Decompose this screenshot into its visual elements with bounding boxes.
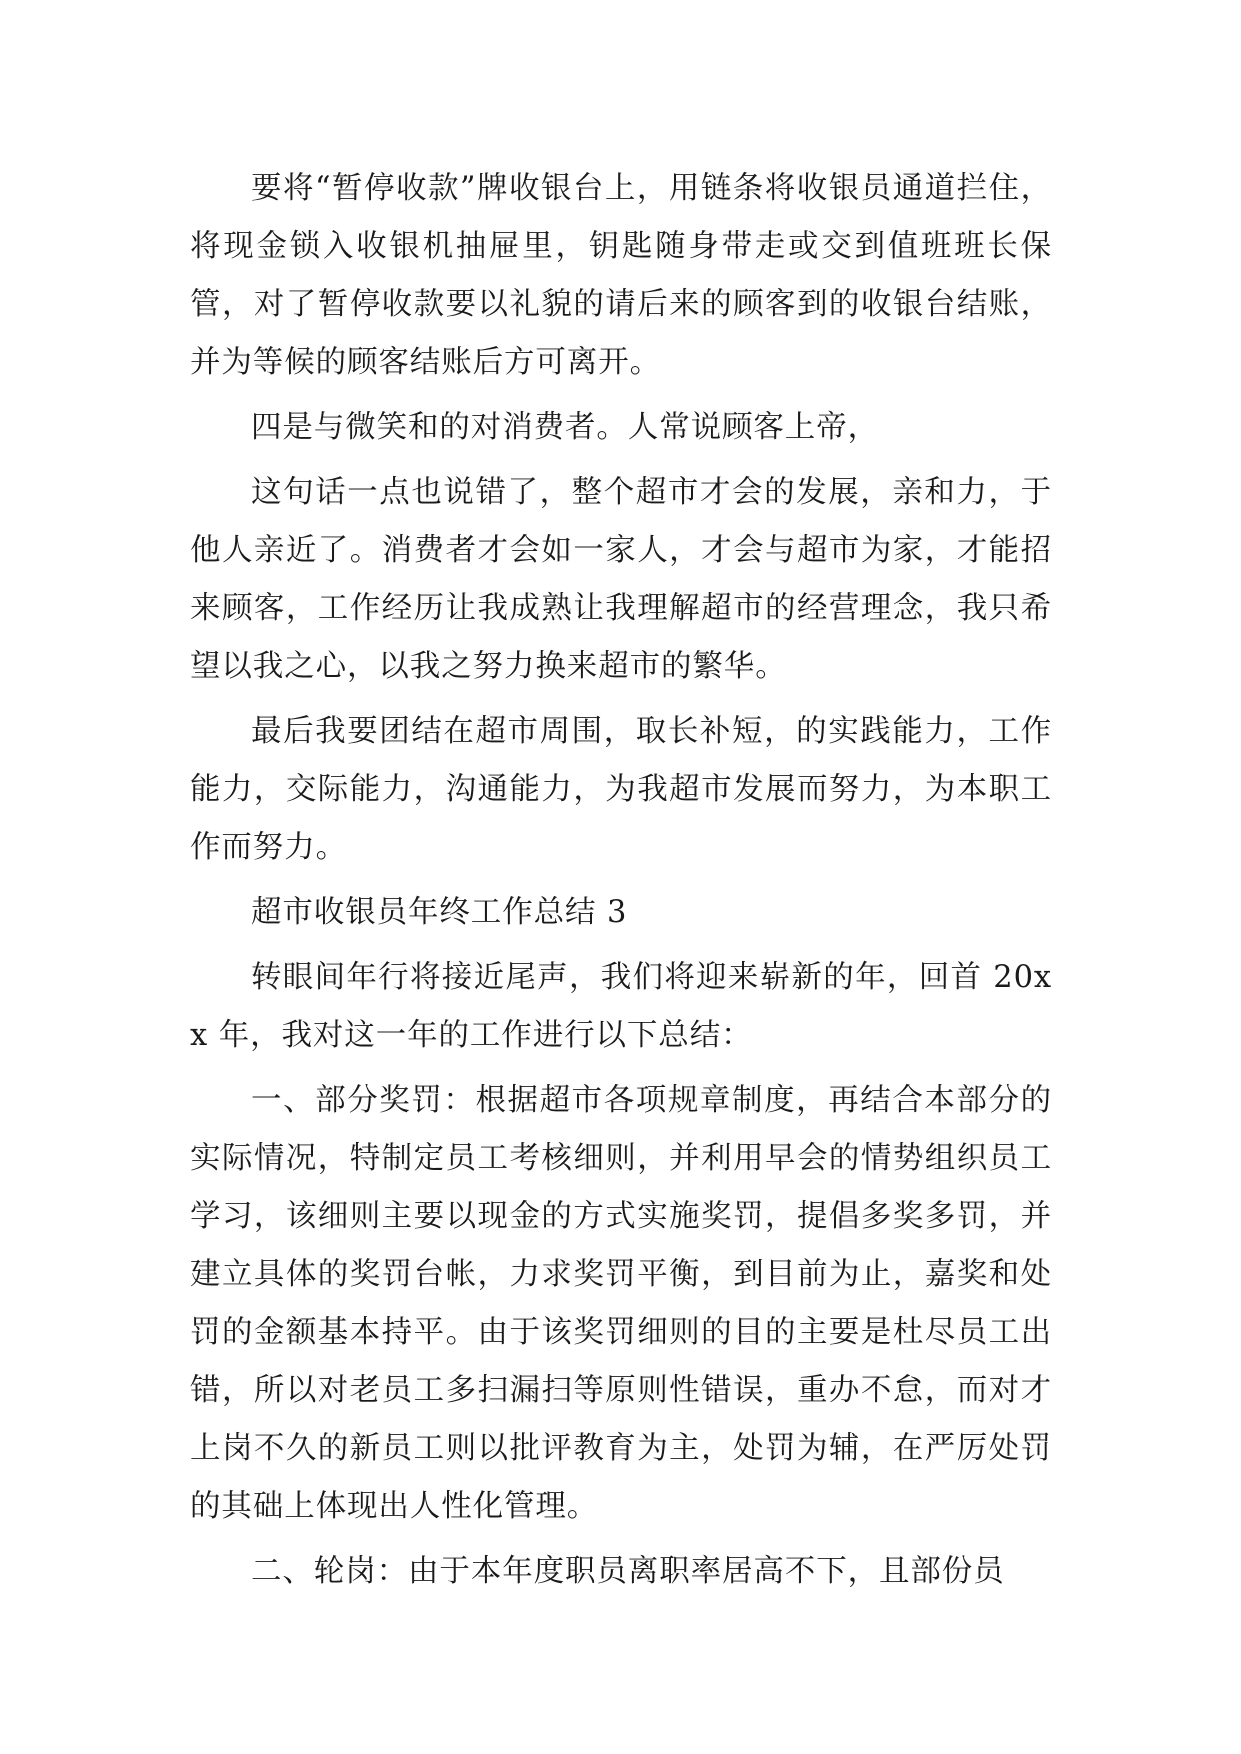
paragraph-closing-procedure: 要将“暂停收款”牌收银台上，用链条将收银员通道拦住，将现金锁入收银机抽屉里，钥匙随身带走或交到值班班长保管，对了暂停收款要以礼貌的请后来的顾客到的收银台结账，并为等候的顾客结账后方可离开。 (190, 171, 1052, 380)
paragraph-point-four: 四是与微笑和的对消费者。人常说顾客上帝， (251, 410, 879, 445)
paragraph-teamwork: 最后我要团结在超市周围，取长补短，的实践能力，工作能力，交际能力，沟通能力，为我超市发展而努力，为本职工作而努力。 (190, 714, 1052, 865)
paragraph-rotation: 二、轮岗：由于本年度职员离职率居高不下，且部份员 (251, 1554, 1005, 1589)
paragraph-year-intro: 转眼间年行将接近尾声，我们将迎来崭新的年，回首 20xx 年，我对这一年的工作进行以下总结： (190, 960, 1052, 1053)
paragraph-customer-relations: 这句话一点也说错了，整个超市才会的发展，亲和力，于他人亲近了。消费者才会如一家人，才会与超市为家，才能招来顾客，工作经历让我成熟让我理解超市的经营理念，我只希望以我之心，以我之努力换来超市的繁华。 (190, 475, 1052, 684)
paragraph-rewards-penalties: 一、部分奖罚：根据超市各项规章制度，再结合本部分的实际情况，特制定员工考核细则，并利用早会的情势组织员工学习，该细则主要以现金的方式实施奖罚，提倡多奖多罚，并建立具体的奖罚台帐，力求奖罚平衡，到目前为止，嘉奖和处罚的金额基本持平。由于该奖罚细则的目的主要是杜尽员工出错，所以对老员工多扫漏扫等原则性错误，重办不怠，而对才上岗不久的新员工则以批评教育为主，处罚为辅，在严厉处罚的其础上体现出人性化管理。 (190, 1083, 1052, 1524)
document-body (190, 160, 1052, 1608)
section-heading-summary-3: 超市收银员年终工作总结 3 (251, 895, 628, 930)
